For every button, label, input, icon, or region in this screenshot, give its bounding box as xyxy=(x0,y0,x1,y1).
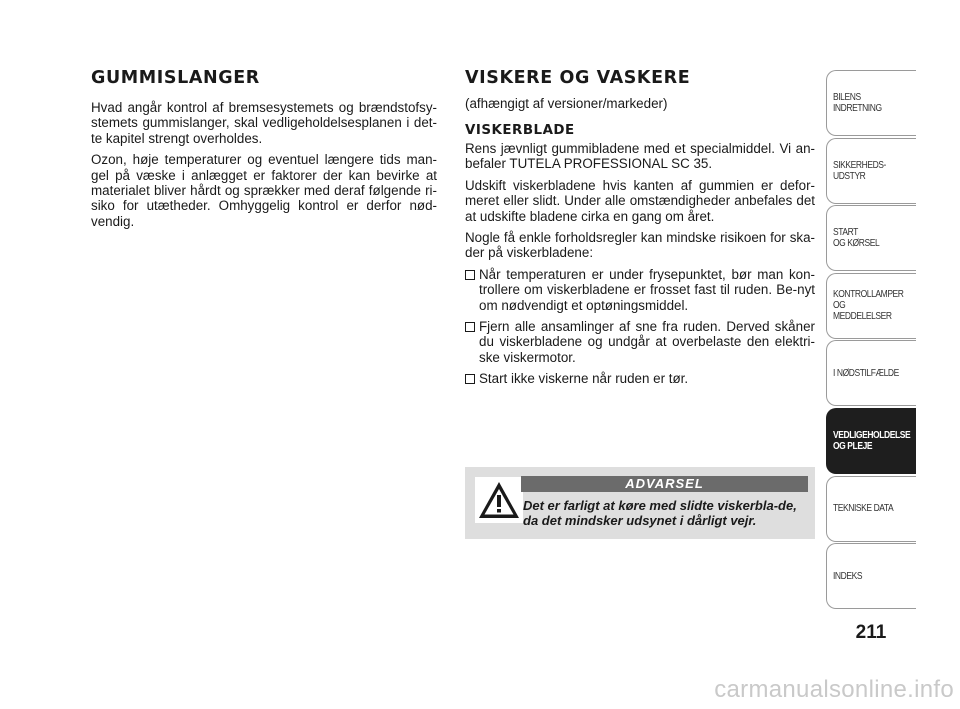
warning-triangle-icon xyxy=(475,477,523,523)
list-item xyxy=(465,319,815,365)
page-number: 211 xyxy=(855,622,887,643)
left-column xyxy=(91,68,437,235)
tab-label: SIKKERHEDS- UDSTYR xyxy=(833,159,886,182)
tab-label: I NØDSTILFÆLDE xyxy=(833,367,899,379)
tab-indeks[interactable] xyxy=(826,543,916,609)
right-column xyxy=(465,68,815,393)
list-item-text: Start ikke viskerne når ruden er tør. xyxy=(479,371,689,387)
tab-label: BILENS INDRETNING xyxy=(833,92,882,114)
section-heading-gummislanger: GUMMISLANGER xyxy=(91,68,260,88)
tab-label: INDEKS xyxy=(833,570,863,582)
bullet-list xyxy=(465,267,815,387)
list-item-text: Når temperaturen er under frysepunktet, bør man kon-trollere om viskerbladene er frosset fast til ruden. Be-nyt om nødvendigt et optøningsmiddel. xyxy=(479,266,815,313)
warning-text: Det er farligt at køre med slidte viskerbla-de, da det mindsker udsynet i dårligt vejr. xyxy=(523,498,797,528)
checkbox-bullet-icon xyxy=(465,270,475,280)
tab-bilens-indretning[interactable] xyxy=(826,70,916,136)
section-heading-viskere: VISKERE OG VASKERE xyxy=(465,68,691,88)
tab-kontrollamper[interactable] xyxy=(826,273,916,339)
list-item xyxy=(465,267,815,313)
paragraph: Udskift viskerbladene hvis kanten af gummien er defor-meret eller slidt. Under alle omstændigheder anbefales det at udskifte bladene cirka en gang om året. xyxy=(465,177,815,224)
tab-start-og-korsel[interactable] xyxy=(826,205,916,271)
paragraph: Nogle få enkle forholdsregler kan mindske risikoen for ska-der på viskerbladene: xyxy=(465,230,815,261)
checkbox-bullet-icon xyxy=(465,322,475,332)
tab-label: TEKNISKE DATA xyxy=(833,503,894,515)
warning-title: ADVARSEL xyxy=(521,476,808,492)
chapter-tabs xyxy=(826,70,916,611)
tab-vedligeholdelse-active[interactable] xyxy=(826,408,916,474)
tab-label: KONTROLLAMPER OG MEDDELELSER xyxy=(833,289,904,323)
paragraph: Rens jævnligt gummibladene med et specialmiddel. Vi an-befaler TUTELA PROFESSIONAL SC 35. xyxy=(465,141,815,172)
tab-tekniske-data[interactable] xyxy=(826,476,916,542)
section-subtitle: (afhængigt af versioner/markeder) xyxy=(465,96,668,111)
subsection-heading-viskerblade: VISKERBLADE xyxy=(465,123,575,138)
list-item-text: Fjern alle ansamlinger af sne fra ruden. Derved skåner du viskerbladene og undgår at overbelaste den elektri-ske viskermotor. xyxy=(479,319,815,365)
tab-i-nodstilfaelde[interactable] xyxy=(826,340,916,406)
paragraph: Hvad angår kontrol af bremsesystemets og brændstofsy-stemets gummislanger, skal vedligeholdelsesplanen i det-te kapitel strengt overholdes. xyxy=(91,100,437,146)
paragraph: Ozon, høje temperaturer og eventuel længere tids man-gel på væske i anlægget er faktorer der kan bevirke at materialet bliver hårdt og sprækker med deraf følgende ri-siko for utætheder. Omhyggelig kontrol er derfor nød-vendig. xyxy=(91,152,437,229)
warning-box xyxy=(465,467,815,539)
tab-sikkerhedsudstyr[interactable] xyxy=(826,138,916,204)
checkbox-bullet-icon xyxy=(465,374,475,384)
watermark: carmanualsonline.info xyxy=(714,676,954,703)
tab-label: VEDLIGEHOLDELSE OG PLEJE xyxy=(833,429,911,452)
tab-label: START OG KØRSEL xyxy=(833,227,880,250)
list-item xyxy=(465,371,815,386)
